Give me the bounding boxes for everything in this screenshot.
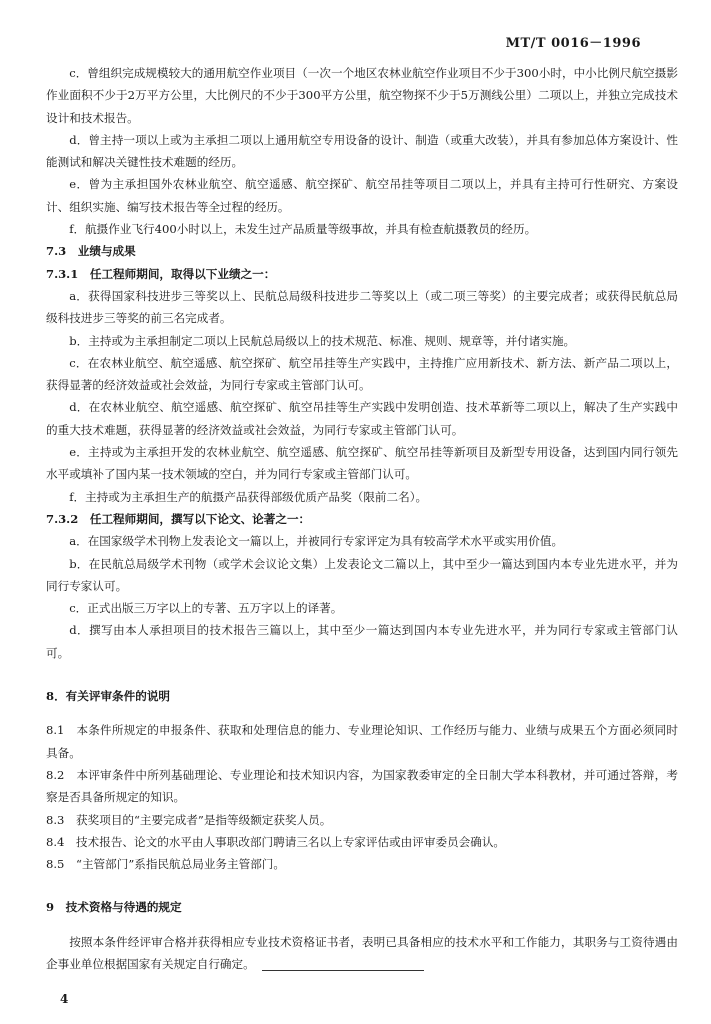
section-heading-7-3: 7.3 业绩与成果 bbox=[46, 244, 136, 259]
item-d-7-2: d．曾主持一项以上或为主承担二项以上通用航空专用设备的设计、制造（或重大改装），并具有参加总体方案设计、性能测试和解决关键性技术难题的经历。 bbox=[46, 132, 678, 170]
section-heading-8: 8．有关评审条件的说明 bbox=[46, 689, 171, 704]
footnote-divider bbox=[262, 970, 424, 971]
clause-8-3: 8.3 获奖项目的“主要完成者”是指等级额定获奖人员。 bbox=[46, 812, 332, 827]
item-d-7-3-2: d．撰写由本人承担项目的技术报告三篇以上，其中至少一篇达到国内本专业先进水平，并为同行专家或主管部门认可。 bbox=[46, 623, 678, 660]
item-f-7-3-1: f．主持或为主承担生产的航摄产品获得部级优质产品奖（限前二名）。 bbox=[69, 489, 428, 504]
clause-heading-7-3-1: 7.3.1 任工程师期间，取得以下业绩之一： bbox=[46, 266, 276, 281]
item-b-7-3-1: b．主持或为主承担制定二项以上民航总局级以上的技术规范、标准、规则、规章等，并付诸实施。 bbox=[69, 333, 576, 348]
item-f-7-2: f．航摄作业飞行400小时以上，未发生过产品质量等级事故，并具有检查航摄教员的经历。 bbox=[69, 222, 537, 237]
item-e-7-2: e．曾为主承担国外农林业航空、航空遥感、航空探矿、航空吊挂等项目二项以上，并具有主持可行性研究、方案设计、组织实施、编写技术报告等全过程的经历。 bbox=[46, 177, 678, 214]
clause-heading-7-3-2: 7.3.2 任工程师期间，撰写以下论文、论著之一： bbox=[46, 511, 311, 526]
section-heading-9: 9 技术资格与待遇的规定 bbox=[46, 900, 182, 915]
item-b-7-3-2: b．在民航总局级学术刊物（或学术会议论文集）上发表论文二篇以上，其中至少一篇达到国内本专业先进水平，并为同行专家认可。 bbox=[46, 556, 678, 593]
page-number: 4 bbox=[60, 992, 69, 1006]
clause-8-1: 8.1 本条件所规定的申报条件、获取和处理信息的能力、专业理论知识、工作经历与能力、业绩与成果五个方面必须同时具备。 bbox=[46, 723, 678, 760]
item-e-7-3-1: e．主持或为主承担开发的农林业航空、航空遥感、航空探矿、航空吊挂等新项目及新型专用设备，达到国内同行领先水平或填补了国内某一技术领域的空白，并为同行专家或主管部门认可。 bbox=[46, 445, 678, 482]
document-code: MT/T 0016－1996 bbox=[505, 36, 641, 51]
item-a-7-3-2: a．在国家级学术刊物上发表论文一篇以上，并被同行专家评定为具有较高学术水平或实用价值。 bbox=[69, 534, 564, 549]
section-9-paragraph: 按照本条件经评审合格并获得相应专业技术资格证书者，表明已具备相应的技术水平和工作能力，其职务与工资待遇由企事业单位根据国家有关规定自行确定。 bbox=[46, 934, 678, 971]
page-body bbox=[46, 62, 678, 975]
item-c-7-2: c．曾组织完成规模较大的通用航空作业项目（一次一个地区农林业航空作业项目不少于300小时，中小比例尺航空摄影作业面积不少于2万平方公里，大比例尺的不少于300平方公里，航空物探不少于5万测线公里）二项以上，并独立完成技术设计和技术报告。 bbox=[46, 66, 678, 125]
clause-8-2: 8.2 本评审条件中所列基础理论、专业理论和技术知识内容，为国家教委审定的全日制大学本科教材，并可通过答辩，考察是否具备所规定的知识。 bbox=[46, 767, 678, 805]
clause-8-5: 8.5 “主管部门”系指民航总局业务主管部门。 bbox=[46, 857, 285, 872]
item-a-7-3-1: a．获得国家科技进步三等奖以上、民航总局级科技进步二等奖以上（或二项三等奖）的主要完成者；或获得民航总局级科技进步三等奖的前三名完成者。 bbox=[46, 288, 678, 326]
item-c-7-3-2: c．正式出版三万字以上的专著、五万字以上的译著。 bbox=[69, 601, 343, 616]
clause-8-4: 8.4 技术报告、论文的水平由人事职改部门聘请三名以上专家评估或由评审委员会确认。 bbox=[46, 834, 506, 849]
item-c-7-3-1: c．在农林业航空、航空遥感、航空探矿、航空吊挂等生产实践中，主持推广应用新技术、新方法、新产品二项以上，获得显著的经济效益或社会效益，为同行专家或主管部门认可。 bbox=[46, 355, 678, 393]
item-d-7-3-1: d．在农林业航空、航空遥感、航空探矿、航空吊挂等生产实践中发明创造、技术革新等二项以上，解决了生产实践中的重大技术难题，获得显著的经济效益或社会效益，为同行专家或主管部门认可。 bbox=[46, 400, 678, 437]
